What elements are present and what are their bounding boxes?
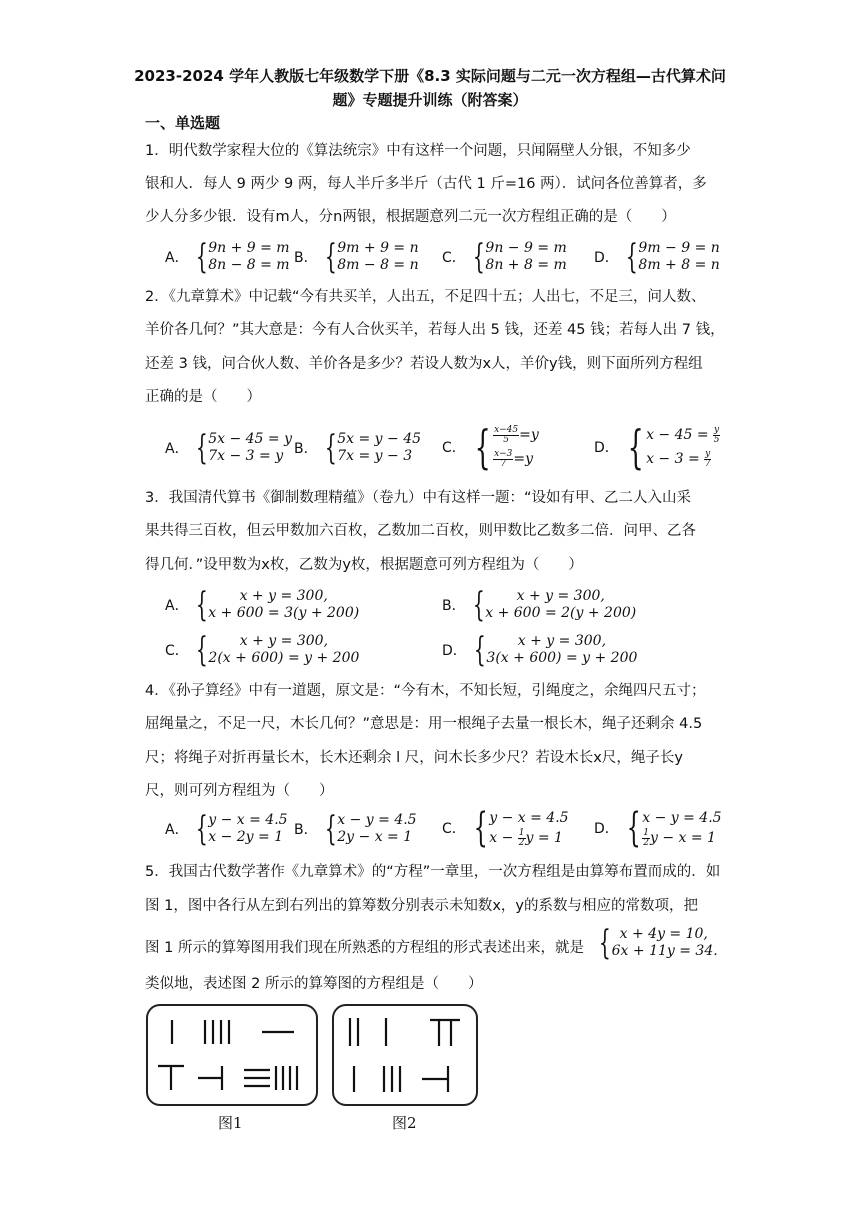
equation: x − y = 4.5 xyxy=(642,810,722,826)
equation: 5x − 45 = y xyxy=(208,431,293,447)
equation-rhs: =y xyxy=(513,451,534,467)
fraction-denominator: 2 xyxy=(518,837,525,848)
counting-rods-icon xyxy=(148,1006,316,1104)
equation: 2(x + 600) = y + 200 xyxy=(208,650,360,666)
q1-line: 银和人．每人 9 两少 9 两，每人半斤多半斤（古代 1 斤=16 两）．试问各位善算者，多 xyxy=(145,176,707,192)
q5-line: 类似地，表述图 2 所示的算筹图的方程组是（ ） xyxy=(145,976,483,992)
equation: x + y = 300, xyxy=(516,588,605,604)
brace-icon: { xyxy=(598,923,611,963)
title-line-2: 题》专题提升训练（附答案） xyxy=(332,91,528,109)
brace-icon: { xyxy=(627,420,644,474)
equation: y − x = 4.5 xyxy=(208,812,288,828)
q2-option-c[interactable] xyxy=(442,420,539,474)
brace-icon: { xyxy=(324,237,337,277)
figure-2-caption: 图2 xyxy=(392,1114,417,1132)
q1-option-a[interactable] xyxy=(165,237,290,277)
q2-line: 正确的是（ ） xyxy=(145,389,261,405)
q2-option-a[interactable] xyxy=(165,428,293,468)
brace-icon: { xyxy=(625,237,638,277)
equation: x + y = 300, xyxy=(239,633,329,649)
option-label: D． xyxy=(594,821,619,837)
fraction-denominator: 7 xyxy=(704,458,711,469)
brace-icon: { xyxy=(474,420,491,474)
q4-line: 4．《孙子算经》中有一道题，原文是：“今有木，不知长短，引绳度之，余绳四尺五寸； xyxy=(145,683,706,699)
option-label: D． xyxy=(442,643,467,659)
brace-icon: { xyxy=(195,428,208,468)
option-label: A． xyxy=(165,598,189,614)
q3-option-b[interactable] xyxy=(442,585,637,625)
fraction-numerator: 1 xyxy=(643,827,649,838)
q3-option-a[interactable] xyxy=(165,585,360,625)
equation: 9n + 9 = m xyxy=(208,240,290,256)
q4-line: 尺，则可列方程组为（ ） xyxy=(145,783,334,799)
brace-icon: { xyxy=(626,805,641,851)
equation: 8n + 8 = m xyxy=(485,257,567,273)
equation: 8m + 8 = n xyxy=(638,257,720,273)
option-label: A． xyxy=(165,822,189,838)
brace-icon: { xyxy=(195,237,208,277)
equation-part: y = 1 xyxy=(525,830,563,846)
equation: x − y = 4.5 xyxy=(337,812,417,828)
q1-line: 少人分多少银．设有m人，分n两银，根据题意列二元一次方程组正确的是（ ） xyxy=(145,209,676,225)
q5-line: 图 1，图中各行从左到右列出的算筹数分别表示未知数x，y的系数与相应的常数项，把 xyxy=(145,898,698,914)
brace-icon: { xyxy=(324,428,337,468)
q5-line: 图 1 所示的算筹图用我们现在所熟悉的方程组的形式表述出来，就是 xyxy=(145,940,584,956)
q4-option-b[interactable] xyxy=(294,809,417,849)
q4-line: 屈绳量之，不足一尺，木长几何？”意思是：用一根绳子去量一根长木，绳子还剩余 4.5 xyxy=(145,716,703,732)
option-label: B． xyxy=(294,250,318,266)
q5-system-equation xyxy=(596,923,718,963)
equation: 8n − 8 = m xyxy=(208,257,290,273)
fraction-numerator: 1 xyxy=(518,827,525,838)
q4-option-a[interactable] xyxy=(165,809,288,849)
equation: 9m − 9 = n xyxy=(638,240,720,256)
document-title xyxy=(130,64,730,112)
equation-lhs: x − 3 = xyxy=(646,451,705,467)
equation: x + y = 300, xyxy=(239,588,328,604)
title-line-1: 2023-2024 学年人教版七年级数学下册《8.3 实际问题与二元一次方程组—古代算术问 xyxy=(134,67,726,85)
equation: 7x − 3 = y xyxy=(208,448,284,464)
equation: y − x = 4.5 xyxy=(489,810,569,826)
q1-option-c[interactable] xyxy=(442,237,567,277)
figure-1-counting-rods xyxy=(146,1004,318,1106)
option-label: A． xyxy=(165,441,189,457)
equation: 3(x + 600) = y + 200 xyxy=(486,650,638,666)
equation: x + 600 = 2(y + 200) xyxy=(485,605,637,621)
option-label: B． xyxy=(294,822,318,838)
fraction-numerator: x−3 xyxy=(494,448,513,459)
equation: 9m + 9 = n xyxy=(337,240,419,256)
q3-line: 果共得三百枚，但云甲数加六百枚，乙数加二百枚，则甲数比乙数多二倍．问甲、乙各 xyxy=(145,523,696,539)
equation: 6x + 11y = 34. xyxy=(611,943,718,959)
q5-line: 5．我国古代数学著作《九章算术》的“方程”一章里，一次方程组是由算筹布置而成的．如 xyxy=(145,864,721,880)
option-label: D． xyxy=(594,440,619,456)
q2-line: 还差 3 钱，问合伙人数、羊价各是多少？若设人数为x人，羊价y钱，则下面所列方程组 xyxy=(145,356,703,372)
q4-line: 尺；将绳子对折再量长木，长木还剩余 l 尺，问木长多少尺？若设木长x尺，绳子长y xyxy=(145,750,683,766)
q2-line: 羊价各几何？”其大意是：今有人合伙买羊，若每人出 5 钱，还差 45 钱；若每人出 7 钱， xyxy=(145,322,725,338)
brace-icon: { xyxy=(472,237,485,277)
equation-part: y − x = 1 xyxy=(649,830,716,846)
equation-part: x − xyxy=(489,830,518,846)
q4-option-d[interactable] xyxy=(594,805,722,851)
q3-option-d[interactable] xyxy=(442,630,638,670)
brace-icon: { xyxy=(473,630,486,670)
option-label: B． xyxy=(442,598,466,614)
equation: 8m − 8 = n xyxy=(337,257,419,273)
q2-line: 2．《九章算术》中记载“今有共买羊，人出五，不足四十五；人出七，不足三，问人数、 xyxy=(145,289,706,305)
q4-option-c[interactable] xyxy=(442,805,569,851)
q2-option-d[interactable] xyxy=(594,420,720,474)
fraction-numerator: x−45 xyxy=(494,424,519,435)
equation: 7x = y − 3 xyxy=(337,448,413,464)
equation-lhs: x − 45 = xyxy=(646,427,714,443)
fraction-denominator: 2 xyxy=(643,837,649,848)
equation: x + 4y = 10, xyxy=(619,926,708,942)
option-label: A． xyxy=(165,250,189,266)
equation: 2y − x = 1 xyxy=(337,829,413,845)
equation: 9n − 9 = m xyxy=(485,240,567,256)
option-label: C． xyxy=(442,440,466,456)
brace-icon: { xyxy=(195,809,208,849)
option-label: C． xyxy=(442,821,466,837)
fraction-numerator: y xyxy=(714,424,720,435)
q3-line: 得几何．”设甲数为x枚，乙数为y枚，根据题意可列方程组为（ ） xyxy=(145,557,583,573)
equation: x + y = 300, xyxy=(517,633,607,649)
fraction-denominator: 5 xyxy=(713,434,720,445)
equation: x + 600 = 3(y + 200) xyxy=(208,605,360,621)
fraction-numerator: y xyxy=(705,448,711,459)
figure-1-caption: 图1 xyxy=(218,1114,243,1132)
fraction-denominator: 7 xyxy=(500,458,507,469)
q3-option-c[interactable] xyxy=(165,630,360,670)
fraction-denominator: 5 xyxy=(503,434,509,445)
equation: x − 2y = 1 xyxy=(208,829,284,845)
equation: 5x = y − 45 xyxy=(337,431,422,447)
q2-option-b[interactable] xyxy=(294,428,422,468)
q1-line: 1．明代数学家程大位的《算法统宗》中有这样一个问题，只闻隔壁人分银，不知多少 xyxy=(145,143,691,159)
equation-rhs: =y xyxy=(519,427,539,443)
brace-icon: { xyxy=(195,630,208,670)
brace-icon: { xyxy=(324,809,337,849)
brace-icon: { xyxy=(195,585,208,625)
option-label: B． xyxy=(294,441,318,457)
q1-option-b[interactable] xyxy=(294,237,419,277)
q1-option-d[interactable] xyxy=(594,237,720,277)
option-label: C． xyxy=(165,643,189,659)
brace-icon: { xyxy=(473,805,488,851)
counting-rods-icon xyxy=(334,1006,476,1104)
q3-line: 3．我国清代算书《御制数理精蕴》（卷九）中有这样一题：“设如有甲、乙二人入山采 xyxy=(145,490,691,506)
brace-icon: { xyxy=(472,585,485,625)
option-label: C． xyxy=(442,250,466,266)
figure-2-counting-rods xyxy=(332,1004,478,1106)
option-label: D． xyxy=(594,250,619,266)
section-heading: 一、单选题 xyxy=(145,114,221,132)
